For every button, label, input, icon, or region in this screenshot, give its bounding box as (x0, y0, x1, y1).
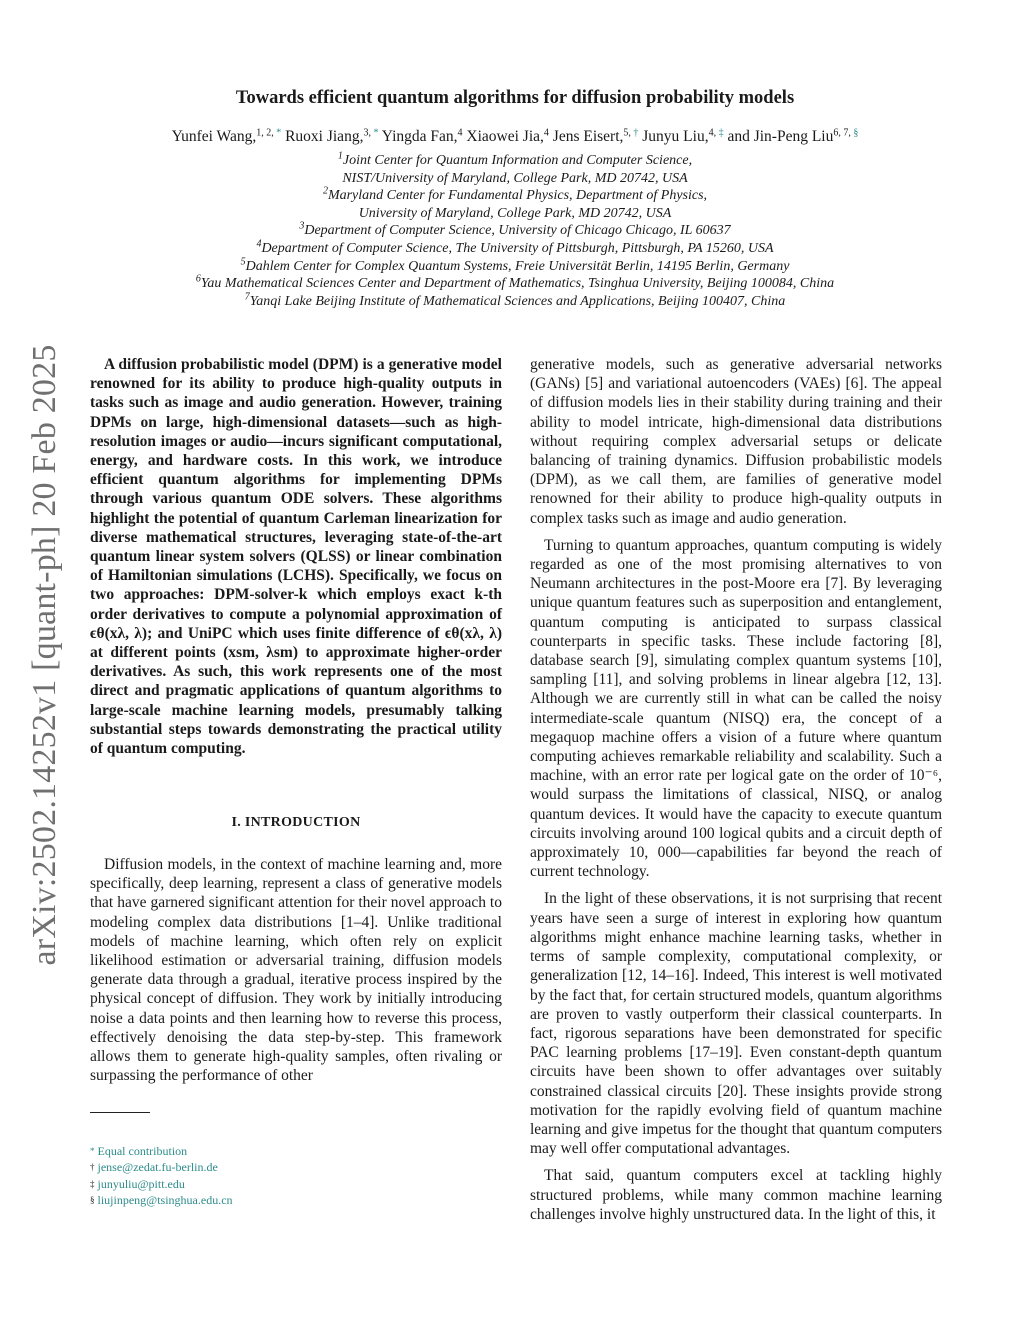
intro-paragraph: Diffusion models, in the context of machine learning and, more specifically, deep learning, represent a class of generative models that have garnered significant attention for their novel approach to modeling complex data distributions [1–4]. Unlike traditional models of machine learning, which often rely on explicit likelihood estimation or adversarial training, diffusion models generate data through a gradual, iterative process inspired by the physical concept of diffusion. They work by initially introducing noise a data points and then learning how to reverse this process, effectively denoising the data step-by-step. This framework allows them to generate high-quality samples, often rivaling or surpassing the performance of other (90, 856, 502, 1085)
affiliation: $^6$Yau Mathematical Sciences Center and Department of Mathematics, Tsinghua University, Beijing 100084, China (195, 273, 835, 292)
affiliation: $^3$Department of Computer Science, University of Chicago Chicago, IL 60637 (299, 220, 731, 239)
affiliation: University of Maryland, College Park, MD 20742, USA (358, 205, 672, 221)
footnote-email[interactable]: § liujinpeng@tsinghua.edu.cn (90, 1192, 233, 1207)
arxiv-sidebar-stamp (22, 345, 68, 965)
footnotes (90, 1143, 233, 1208)
abstract: A diffusion probabilistic model (DPM) is a generative model renowned for its ability to produce high-quality outputs in tasks such as image and audio generation. However, training DPMs on large, high-dimensional datasets—such as high-resolution images or audio—incurs significant computational, energy, and hardware costs. In this work, we introduce efficient quantum algorithms for implementing DPMs through various quantum ODE solvers. These algorithms highlight the potential of quantum Carleman linearization for diverse mathematical structures, leveraging state-of-the-art quantum linear system solvers (QLSS) or linear combination of Hamiltonian simulations (LCHS). Specifically, we focus on two approaches: DPM-solver-k which employs exact k-th order derivatives to compute a polynomial approximation of ϵθ(xλ, λ); and UniPC which uses finite difference of ϵθ(xλ, λ) at different points (xsm, λsm) to approximate higher-order derivatives. As such, this work represents one of the most direct and pragmatic applications of quantum algorithms to large-scale machine learning models, presumably talking substantial steps towards demonstrating the practical utility of quantum computing. (90, 356, 502, 758)
affiliation: $^4$Department of Computer Science, The University of Pittsburgh, Pittsburgh, PA 15260, USA (256, 238, 774, 256)
author: and Jin-Peng Liu$^{6, 7,}$ § (727, 127, 859, 145)
footnote: * Equal contribution (90, 1144, 188, 1158)
author-list (80, 128, 950, 146)
body-paragraph: In the light of these observations, it is not surprising that recent years have seen a surge of interest in exploring how quantum algorithms might enhance machine learning tasks, whether in terms of sample complexity, computational complexity, or generalization [12, 14–16]. Indeed, This interest is well motivated by the fact that, for certain structured models, quantum algorithms are proven to vastly outperform their classical counterparts. In fact, rigorous separations have been demonstrated for specific PAC learning problems [17–19]. Even constant-depth quantum circuits have been shown to offer advantages over suitably constrained classical circuits [20]. These insights provide strong motivation for the rapidly evolving field of quantum machine learning and give impetus for the thought that quantum computers may well offer computational advantages. (530, 890, 942, 1158)
affiliation: $^2$Maryland Center for Fundamental Physics, Department of Physics, (322, 185, 708, 204)
body-paragraph: generative models, such as generative adversarial networks (GANs) [5] and variational autoencoders (VAEs) [6]. The appeal of diffusion models lies in their stability during training and their ability to model intricate, high-dimensional data distributions without requiring complex adversarial setups or delicate balancing of training dynamics. Diffusion probabilistic models (DPM), as we call them, are families of generative model renowned for their ability to produce high-quality outputs in complex tasks such as image and audio generation. (530, 356, 942, 527)
body-paragraph: Turning to quantum approaches, quantum computing is widely regarded as one of the most promising alternatives to von Neumann architectures in the post-Moore era [7]. By leveraging unique quantum features such as superposition and entanglement, quantum computing is anticipated to surpass classical counterparts in specific tasks. These include factoring [8], database search [9], simulating complex quantum systems [10], sampling [11], and solving problems in linear algebra [12, 13]. Although we are currently still in what can be called the noisy intermediate-scale quantum (NISQ) era, the concept of a megaquop machine offers a vision of a future where quantum computing achieves remarkable reliability and scalability. Such a machine, with an error rate per logical gate on the order of 10⁻⁶, would surpass the limitations of classical, NISQ, or analog quantum devices. It would have the capacity to execute quantum circuits involving around 100 logical qubits and a circuit depth of approximately 10, 000—capabilities far beyond the reach of current technology. (530, 536, 942, 881)
author: Yunfei Wang,$^{1, 2,}$ * (171, 127, 282, 145)
affiliation: NIST/University of Maryland, College Park, MD 20742, USA (342, 170, 688, 186)
author: Xiaowei Jia,$^4$ (466, 127, 549, 145)
author: Junyu Liu,$^{4,}$ ‡ (642, 127, 724, 145)
author: Yingda Fan,$^4$ (381, 127, 463, 145)
affiliation: $^5$Dahlem Center for Complex Quantum Systems, Freie Universität Berlin, 14195 Berlin, Germany (240, 256, 790, 274)
affiliation: $^1$Joint Center for Quantum Information and Computer Science, (337, 150, 693, 168)
affiliation-list (80, 152, 950, 310)
footnote-email[interactable]: ‡ junyuliu@pitt.edu (90, 1176, 185, 1191)
author: Jens Eisert,$^{5,}$ † (552, 127, 639, 145)
right-column (530, 355, 942, 1232)
paper-title: Towards efficient quantum algorithms for diffusion probability models (235, 88, 795, 108)
body-paragraph: That said, quantum computers excel at tackling highly structured problems, while many common machine learning challenges involve highly unstructured data. In the light of this, it (530, 1167, 942, 1223)
footnote-divider (90, 1112, 150, 1113)
author: Ruoxi Jiang,$^{3,}$ * (285, 127, 379, 145)
affiliation: $^7$Yanqi Lake Beijing Institute of Mathematical Sciences and Applications, Beijing 100407, China (244, 291, 786, 309)
arxiv-id: arXiv:2502.14252v1 [quant-ph] 20 Feb 2025 (26, 344, 63, 966)
footnote-email[interactable]: † jense@zedat.fu-berlin.de (90, 1160, 218, 1175)
section-title-introduction: I. INTRODUCTION (231, 815, 361, 830)
